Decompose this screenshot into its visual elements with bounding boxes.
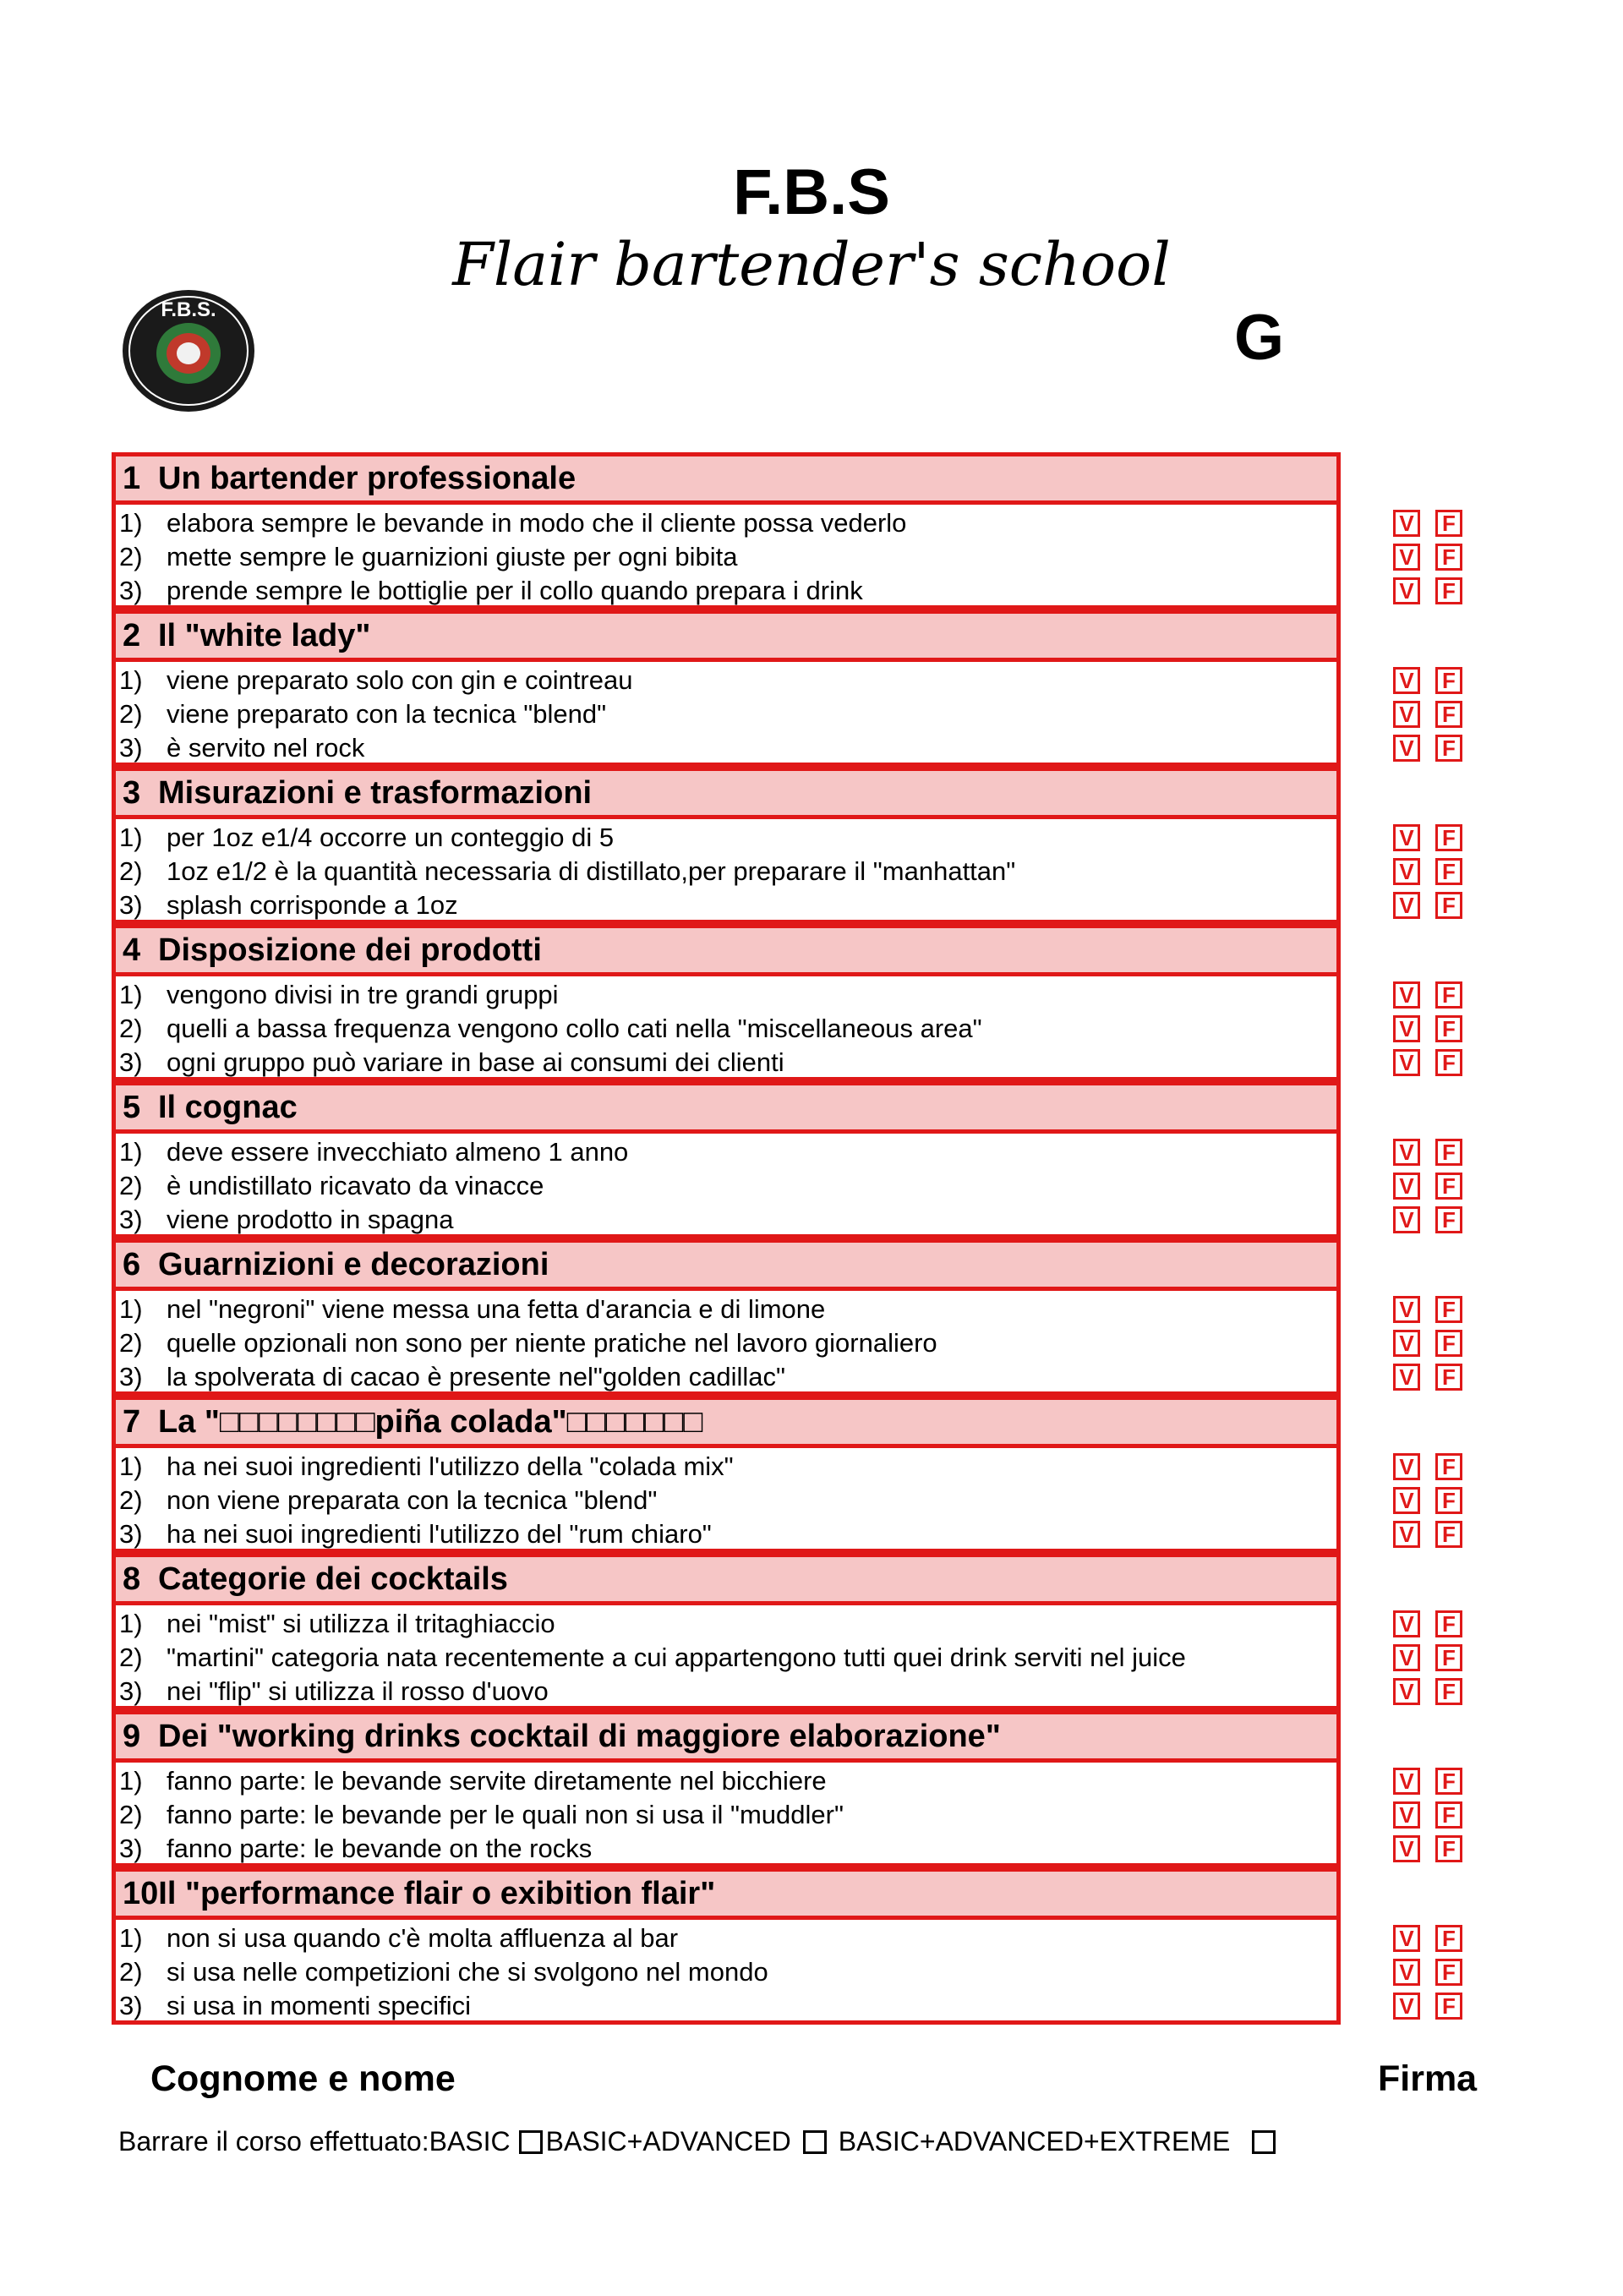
option-number: 2) <box>119 1485 143 1515</box>
option-row <box>116 978 1336 1012</box>
question-header <box>112 924 1341 976</box>
option-text: ha nei suoi ingredienti l'utilizzo del "rum chiaro" <box>167 1519 712 1549</box>
option-text: "martini" categoria nata recentemente a cui appartengono tutti quei drink serviti nel juice <box>167 1643 1186 1672</box>
vf-group <box>1393 1764 1471 1866</box>
true-checkbox[interactable]: V <box>1393 981 1420 1009</box>
course-advanced-checkbox[interactable] <box>803 2130 827 2154</box>
false-checkbox[interactable]: F <box>1435 1049 1462 1076</box>
question-options <box>112 662 1341 767</box>
question-title: Categorie dei cocktails <box>158 1561 508 1597</box>
option-number: 3) <box>119 576 143 605</box>
question-options <box>112 1763 1341 1867</box>
question-options <box>112 1291 1341 1396</box>
option-number: 3) <box>119 1205 143 1234</box>
course-selection <box>118 2126 1279 2157</box>
question-options <box>112 819 1341 924</box>
option-number: 3) <box>119 1047 143 1077</box>
true-checkbox[interactable]: V <box>1393 1487 1420 1514</box>
false-checkbox[interactable]: F <box>1435 1768 1462 1795</box>
option-number: 2) <box>119 699 143 729</box>
logo-text: F.B.S. <box>161 298 216 321</box>
vf-group <box>1393 1607 1471 1708</box>
false-checkbox[interactable]: F <box>1435 1678 1462 1705</box>
option-text: viene preparato con la tecnica "blend" <box>167 699 607 729</box>
vf-group <box>1393 506 1471 608</box>
option-text: mette sempre le guarnizioni giuste per ogni bibita <box>167 542 738 571</box>
question-title: Il cognac <box>158 1089 298 1125</box>
option-number: 1) <box>119 508 143 538</box>
option-row <box>116 1641 1336 1675</box>
question-number: 9 <box>123 1718 141 1754</box>
true-checkbox[interactable]: V <box>1393 1364 1420 1391</box>
false-checkbox[interactable]: F <box>1435 577 1462 604</box>
true-checkbox[interactable]: V <box>1393 1173 1420 1200</box>
true-checkbox[interactable]: V <box>1393 1959 1420 1986</box>
question-options <box>112 1448 1341 1553</box>
option-number: 2) <box>119 1800 143 1829</box>
option-text: è undistillato ricavato da vinacce <box>167 1171 544 1200</box>
question-header <box>112 1867 1341 1920</box>
option-number: 1) <box>119 980 143 1009</box>
true-checkbox[interactable]: V <box>1393 892 1420 919</box>
option-row <box>116 1012 1336 1046</box>
question-title: Il "performance flair o exibition flair" <box>158 1875 716 1911</box>
false-checkbox[interactable]: F <box>1435 1139 1462 1166</box>
option-number: 2) <box>119 1328 143 1358</box>
option-row <box>116 1517 1336 1551</box>
true-checkbox[interactable]: V <box>1393 735 1420 762</box>
false-checkbox[interactable]: F <box>1435 824 1462 851</box>
false-checkbox[interactable]: F <box>1435 544 1462 571</box>
test-version: G <box>1234 302 1285 374</box>
false-checkbox[interactable]: F <box>1435 1644 1462 1671</box>
question-title: La "□□□□□□□□piña colada"□□□□□□□ <box>158 1403 703 1440</box>
false-checkbox[interactable]: F <box>1435 1835 1462 1862</box>
false-checkbox[interactable]: F <box>1435 1487 1462 1514</box>
option-number: 3) <box>119 1834 143 1863</box>
question-header <box>112 767 1341 819</box>
option-text: viene prodotto in spagna <box>167 1205 454 1234</box>
true-checkbox[interactable]: V <box>1393 1925 1420 1952</box>
true-checkbox[interactable]: V <box>1393 1610 1420 1637</box>
option-row <box>116 1764 1336 1798</box>
false-checkbox[interactable]: F <box>1435 735 1462 762</box>
question-header <box>112 1396 1341 1448</box>
option-number: 3) <box>119 1519 143 1549</box>
vf-group <box>1393 1135 1471 1237</box>
option-row <box>116 1832 1336 1866</box>
question-options <box>112 505 1341 610</box>
question-number: 5 <box>123 1089 141 1125</box>
option-row <box>116 1798 1336 1832</box>
option-row <box>116 821 1336 855</box>
school-logo <box>118 287 259 414</box>
option-number: 2) <box>119 1014 143 1043</box>
question-number: 6 <box>123 1246 141 1282</box>
question-header <box>112 610 1341 662</box>
option-text: la spolverata di cacao è presente nel"golden cadillac" <box>167 1362 786 1391</box>
false-checkbox[interactable]: F <box>1435 892 1462 919</box>
question-number: 3 <box>123 774 141 811</box>
false-checkbox[interactable]: F <box>1435 1364 1462 1391</box>
option-row <box>116 1922 1336 1955</box>
option-text: vengono divisi in tre grandi gruppi <box>167 980 559 1009</box>
false-checkbox[interactable]: F <box>1435 1925 1462 1952</box>
question-number: 7 <box>123 1403 141 1440</box>
option-row <box>116 574 1336 608</box>
option-number: 3) <box>119 890 143 920</box>
true-checkbox[interactable]: V <box>1393 1801 1420 1829</box>
true-checkbox[interactable]: V <box>1393 1206 1420 1233</box>
option-row <box>116 855 1336 888</box>
true-checkbox[interactable]: V <box>1393 701 1420 728</box>
option-text: si usa nelle competizioni che si svolgono nel mondo <box>167 1957 768 1987</box>
option-text: è servito nel rock <box>167 733 365 763</box>
option-row <box>116 1360 1336 1394</box>
option-number: 1) <box>119 1137 143 1167</box>
option-text: non si usa quando c'è molta affluenza al bar <box>167 1923 679 1953</box>
false-checkbox[interactable]: F <box>1435 1610 1462 1637</box>
vf-group <box>1393 1293 1471 1394</box>
vf-group <box>1393 821 1471 922</box>
false-checkbox[interactable]: F <box>1435 701 1462 728</box>
option-text: si usa in momenti specifici <box>167 1991 472 2020</box>
course-prefix: Barrare il corso effettuato: <box>118 2126 429 2157</box>
page-subtitle: Flair bartender's school <box>452 230 1171 299</box>
option-text: quelli a bassa frequenza vengono collo cati nella "miscellaneous area" <box>167 1014 982 1043</box>
option-row <box>116 1203 1336 1237</box>
option-text: fanno parte: le bevande on the rocks <box>167 1834 593 1863</box>
question-header <box>112 1081 1341 1134</box>
question-title: Il "white lady" <box>158 617 371 653</box>
false-checkbox[interactable]: F <box>1435 1521 1462 1548</box>
true-checkbox[interactable]: V <box>1393 824 1420 851</box>
option-text: prende sempre le bottiglie per il collo quando prepara i drink <box>167 576 863 605</box>
false-checkbox[interactable]: F <box>1435 981 1462 1009</box>
false-checkbox[interactable]: F <box>1435 1206 1462 1233</box>
option-number: 2) <box>119 1643 143 1672</box>
false-checkbox[interactable]: F <box>1435 1015 1462 1042</box>
course-advanced-label: BASIC+ADVANCED <box>545 2126 791 2157</box>
option-row <box>116 1955 1336 1989</box>
course-basic-label: BASIC <box>429 2126 511 2157</box>
option-text: ogni gruppo può variare in base ai consumi dei clienti <box>167 1047 784 1077</box>
option-row <box>116 540 1336 574</box>
question-title: Un bartender professionale <box>158 460 577 496</box>
question-header <box>112 452 1341 505</box>
option-text: fanno parte: le bevande per le quali non si usa il "muddler" <box>167 1800 844 1829</box>
option-text: viene preparato solo con gin e cointreau <box>167 665 633 695</box>
option-row <box>116 1675 1336 1708</box>
question-title: Dei "working drinks cocktail di maggiore elaborazione" <box>158 1718 1001 1754</box>
course-extreme-checkbox[interactable] <box>1252 2130 1276 2154</box>
option-text: nel "negroni" viene messa una fetta d'arancia e di limone <box>167 1294 826 1324</box>
option-text: per 1oz e1/4 occorre un conteggio di 5 <box>167 823 615 852</box>
option-row <box>116 664 1336 697</box>
true-checkbox[interactable]: V <box>1393 1835 1420 1862</box>
option-row <box>116 1484 1336 1517</box>
option-number: 1) <box>119 1923 143 1953</box>
course-extreme-label: BASIC+ADVANCED+EXTREME <box>838 2126 1231 2157</box>
true-checkbox[interactable]: V <box>1393 544 1420 571</box>
signature-label: Firma <box>1378 2058 1478 2099</box>
question-options <box>112 1134 1341 1238</box>
question-header <box>112 1238 1341 1291</box>
option-row <box>116 506 1336 540</box>
false-checkbox[interactable]: F <box>1435 1296 1462 1323</box>
option-row <box>116 1989 1336 2023</box>
question-title: Misurazioni e trasformazioni <box>158 774 593 811</box>
false-checkbox[interactable]: F <box>1435 1993 1462 2020</box>
false-checkbox[interactable]: F <box>1435 1453 1462 1480</box>
true-checkbox[interactable]: V <box>1393 858 1420 885</box>
vf-group <box>1393 1450 1471 1551</box>
option-number: 3) <box>119 1362 143 1391</box>
option-number: 3) <box>119 1991 143 2020</box>
option-text: ha nei suoi ingredienti l'utilizzo della "colada mix" <box>167 1451 734 1481</box>
page-title: F.B.S <box>733 156 890 228</box>
option-text: 1oz e1/2 è la quantità necessaria di distillato,per preparare il "manhattan" <box>167 856 1016 886</box>
true-checkbox[interactable]: V <box>1393 1768 1420 1795</box>
true-checkbox[interactable]: V <box>1393 1453 1420 1480</box>
false-checkbox[interactable]: F <box>1435 1173 1462 1200</box>
vf-group <box>1393 978 1471 1080</box>
true-checkbox[interactable]: V <box>1393 1296 1420 1323</box>
false-checkbox[interactable]: F <box>1435 858 1462 885</box>
option-row <box>116 1607 1336 1641</box>
option-text: non viene preparata con la tecnica "blend" <box>167 1485 658 1515</box>
true-checkbox[interactable]: V <box>1393 1521 1420 1548</box>
question-options <box>112 976 1341 1081</box>
true-checkbox[interactable]: V <box>1393 577 1420 604</box>
option-number: 1) <box>119 1609 143 1638</box>
course-basic-checkbox[interactable] <box>519 2130 543 2154</box>
true-checkbox[interactable]: V <box>1393 510 1420 537</box>
option-number: 3) <box>119 733 143 763</box>
question-header <box>112 1553 1341 1605</box>
false-checkbox[interactable]: F <box>1435 667 1462 694</box>
false-checkbox[interactable]: F <box>1435 1959 1462 1986</box>
option-number: 2) <box>119 1171 143 1200</box>
option-text: quelle opzionali non sono per niente pratiche nel lavoro giornaliero <box>167 1328 937 1358</box>
option-number: 1) <box>119 1294 143 1324</box>
question-number: 2 <box>123 617 141 653</box>
option-row <box>116 1046 1336 1080</box>
true-checkbox[interactable]: V <box>1393 1049 1420 1076</box>
option-text: fanno parte: le bevande servite diretamente nel bicchiere <box>167 1766 827 1796</box>
option-text: elabora sempre le bevande in modo che il cliente possa vederlo <box>167 508 907 538</box>
question-options <box>112 1920 1341 2025</box>
true-checkbox[interactable]: V <box>1393 1015 1420 1042</box>
option-row <box>116 1450 1336 1484</box>
vf-group <box>1393 664 1471 765</box>
option-text: nei "flip" si utilizza il rosso d'uovo <box>167 1676 549 1706</box>
option-row <box>116 1293 1336 1326</box>
true-checkbox[interactable]: V <box>1393 1644 1420 1671</box>
true-checkbox[interactable]: V <box>1393 1139 1420 1166</box>
question-options <box>112 1605 1341 1710</box>
option-number: 2) <box>119 542 143 571</box>
question-number: 10 <box>123 1875 159 1911</box>
option-number: 1) <box>119 1451 143 1481</box>
true-checkbox[interactable]: V <box>1393 1678 1420 1705</box>
option-row <box>116 731 1336 765</box>
name-label: Cognome e nome <box>150 2058 456 2099</box>
false-checkbox[interactable]: F <box>1435 510 1462 537</box>
option-text: deve essere invecchiato almeno 1 anno <box>167 1137 629 1167</box>
option-number: 1) <box>119 823 143 852</box>
true-checkbox[interactable]: V <box>1393 1993 1420 2020</box>
option-number: 2) <box>119 1957 143 1987</box>
option-number: 1) <box>119 665 143 695</box>
option-number: 3) <box>119 1676 143 1706</box>
option-row <box>116 697 1336 731</box>
option-text: splash corrisponde a 1oz <box>167 890 458 920</box>
option-number: 2) <box>119 856 143 886</box>
option-row <box>116 888 1336 922</box>
option-row <box>116 1169 1336 1203</box>
true-checkbox[interactable]: V <box>1393 1330 1420 1357</box>
option-number: 1) <box>119 1766 143 1796</box>
question-header <box>112 1710 1341 1763</box>
option-text: nei "mist" si utilizza il tritaghiaccio <box>167 1609 555 1638</box>
option-row <box>116 1326 1336 1360</box>
option-row <box>116 1135 1336 1169</box>
false-checkbox[interactable]: F <box>1435 1330 1462 1357</box>
question-title: Disposizione dei prodotti <box>158 932 542 968</box>
question-number: 4 <box>123 932 141 968</box>
question-title: Guarnizioni e decorazioni <box>158 1246 549 1282</box>
quiz-table <box>112 452 1341 2025</box>
question-number: 8 <box>123 1561 141 1597</box>
vf-group <box>1393 1922 1471 2023</box>
question-number: 1 <box>123 460 141 496</box>
true-checkbox[interactable]: V <box>1393 667 1420 694</box>
false-checkbox[interactable]: F <box>1435 1801 1462 1829</box>
